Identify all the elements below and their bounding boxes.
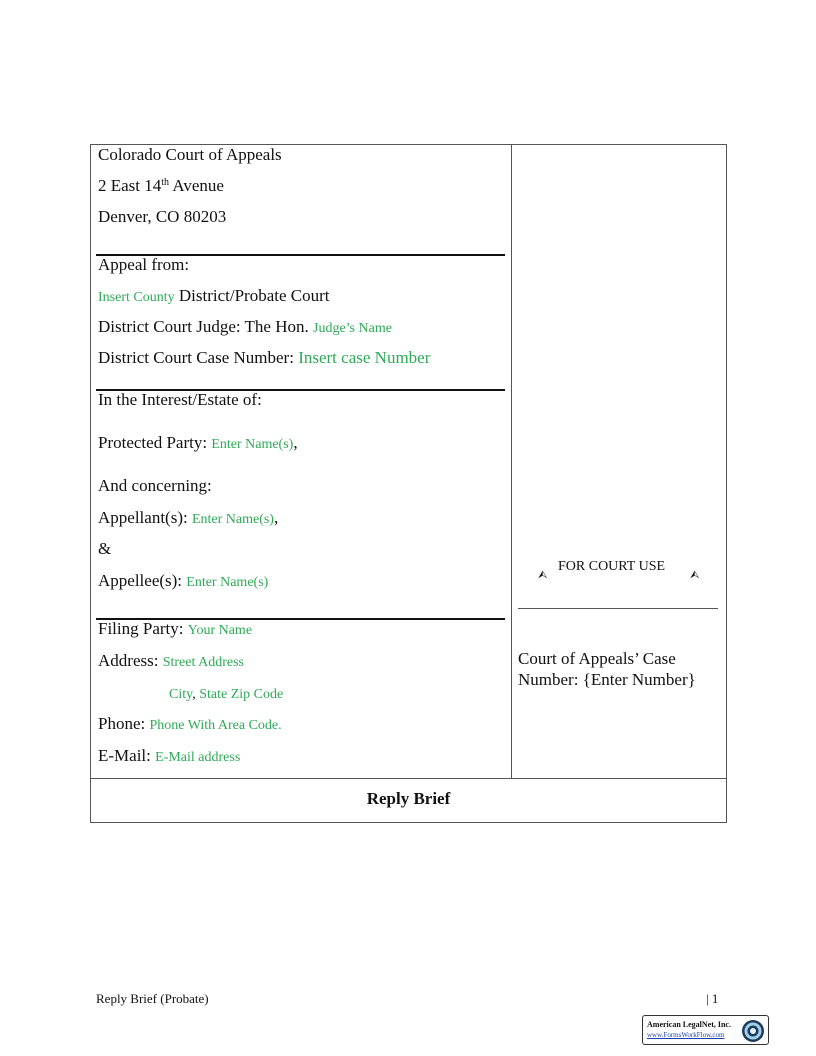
arrow-up-left-icon: ⮙: [538, 569, 548, 581]
logo-url-link[interactable]: www.FormsWorkFlow.com: [647, 1031, 725, 1039]
judge-line: District Court Judge: The Hon. Judge’s Name: [98, 317, 392, 336]
county-placeholder[interactable]: Insert County: [98, 290, 175, 305]
appellant-placeholder[interactable]: Enter Name(s): [191, 512, 274, 527]
city-state-line: City, State Zip Code: [169, 687, 284, 702]
court-use-divider: [518, 608, 718, 609]
judge-name-placeholder[interactable]: Judge’s Name: [313, 321, 392, 336]
coa-case-number: Court of Appeals’ Case Number: {Enter Number}: [518, 649, 696, 689]
street-address-placeholder[interactable]: Street Address: [162, 655, 244, 670]
email-line: E-Mail: E-Mail address: [98, 746, 241, 765]
for-court-use-label: FOR COURT USE: [558, 559, 666, 574]
ampersand: &: [98, 539, 112, 558]
appellee-placeholder[interactable]: Enter Name(s): [186, 575, 269, 590]
case-caption-box: [90, 144, 727, 823]
court-street: 2 East 14th Avenue: [98, 176, 224, 195]
appeal-from-label: Appeal from:: [98, 255, 190, 274]
protected-party-placeholder[interactable]: Enter Name(s): [211, 437, 294, 452]
appellant-line: Appellant(s): Enter Name(s),: [98, 508, 279, 527]
logo-company-name: American LegalNet, Inc.: [647, 1020, 731, 1029]
globe-icon: [741, 1019, 765, 1043]
caption-left-column: [91, 145, 511, 778]
state-zip-placeholder[interactable]: State Zip Code: [199, 687, 284, 702]
phone-line: Phone: Phone With Area Code.: [98, 714, 282, 733]
filing-party-placeholder[interactable]: Your Name: [187, 623, 253, 638]
filing-party-line: Filing Party: Your Name: [98, 619, 253, 638]
footer-page-number: | 1: [706, 991, 719, 1006]
email-placeholder[interactable]: E-Mail address: [155, 750, 241, 765]
city-placeholder[interactable]: City: [169, 687, 193, 702]
district-case-line: District Court Case Number: Insert case Number: [98, 348, 431, 367]
concerning-label: And concerning:: [98, 476, 212, 495]
arrow-up-right-icon: ⮙: [690, 569, 700, 581]
footer-doc-name: Reply Brief (Probate): [96, 991, 209, 1006]
legalnet-logo[interactable]: [642, 1015, 769, 1045]
protected-party-line: Protected Party: Enter Name(s),: [98, 433, 298, 452]
appeal-court-line: Insert County District/Probate Court: [98, 286, 330, 305]
address-line: Address: Street Address: [98, 651, 244, 670]
district-case-placeholder[interactable]: Insert case Number: [298, 348, 431, 367]
court-name: Colorado Court of Appeals: [98, 145, 282, 164]
interest-label: In the Interest/Estate of:: [98, 390, 262, 409]
document-title: Reply Brief: [366, 789, 451, 808]
court-city: Denver, CO 80203: [98, 207, 227, 226]
appellee-line: Appellee(s): Enter Name(s): [98, 571, 269, 590]
court-use-column: [512, 145, 726, 778]
phone-placeholder[interactable]: Phone With Area Code.: [149, 718, 282, 733]
